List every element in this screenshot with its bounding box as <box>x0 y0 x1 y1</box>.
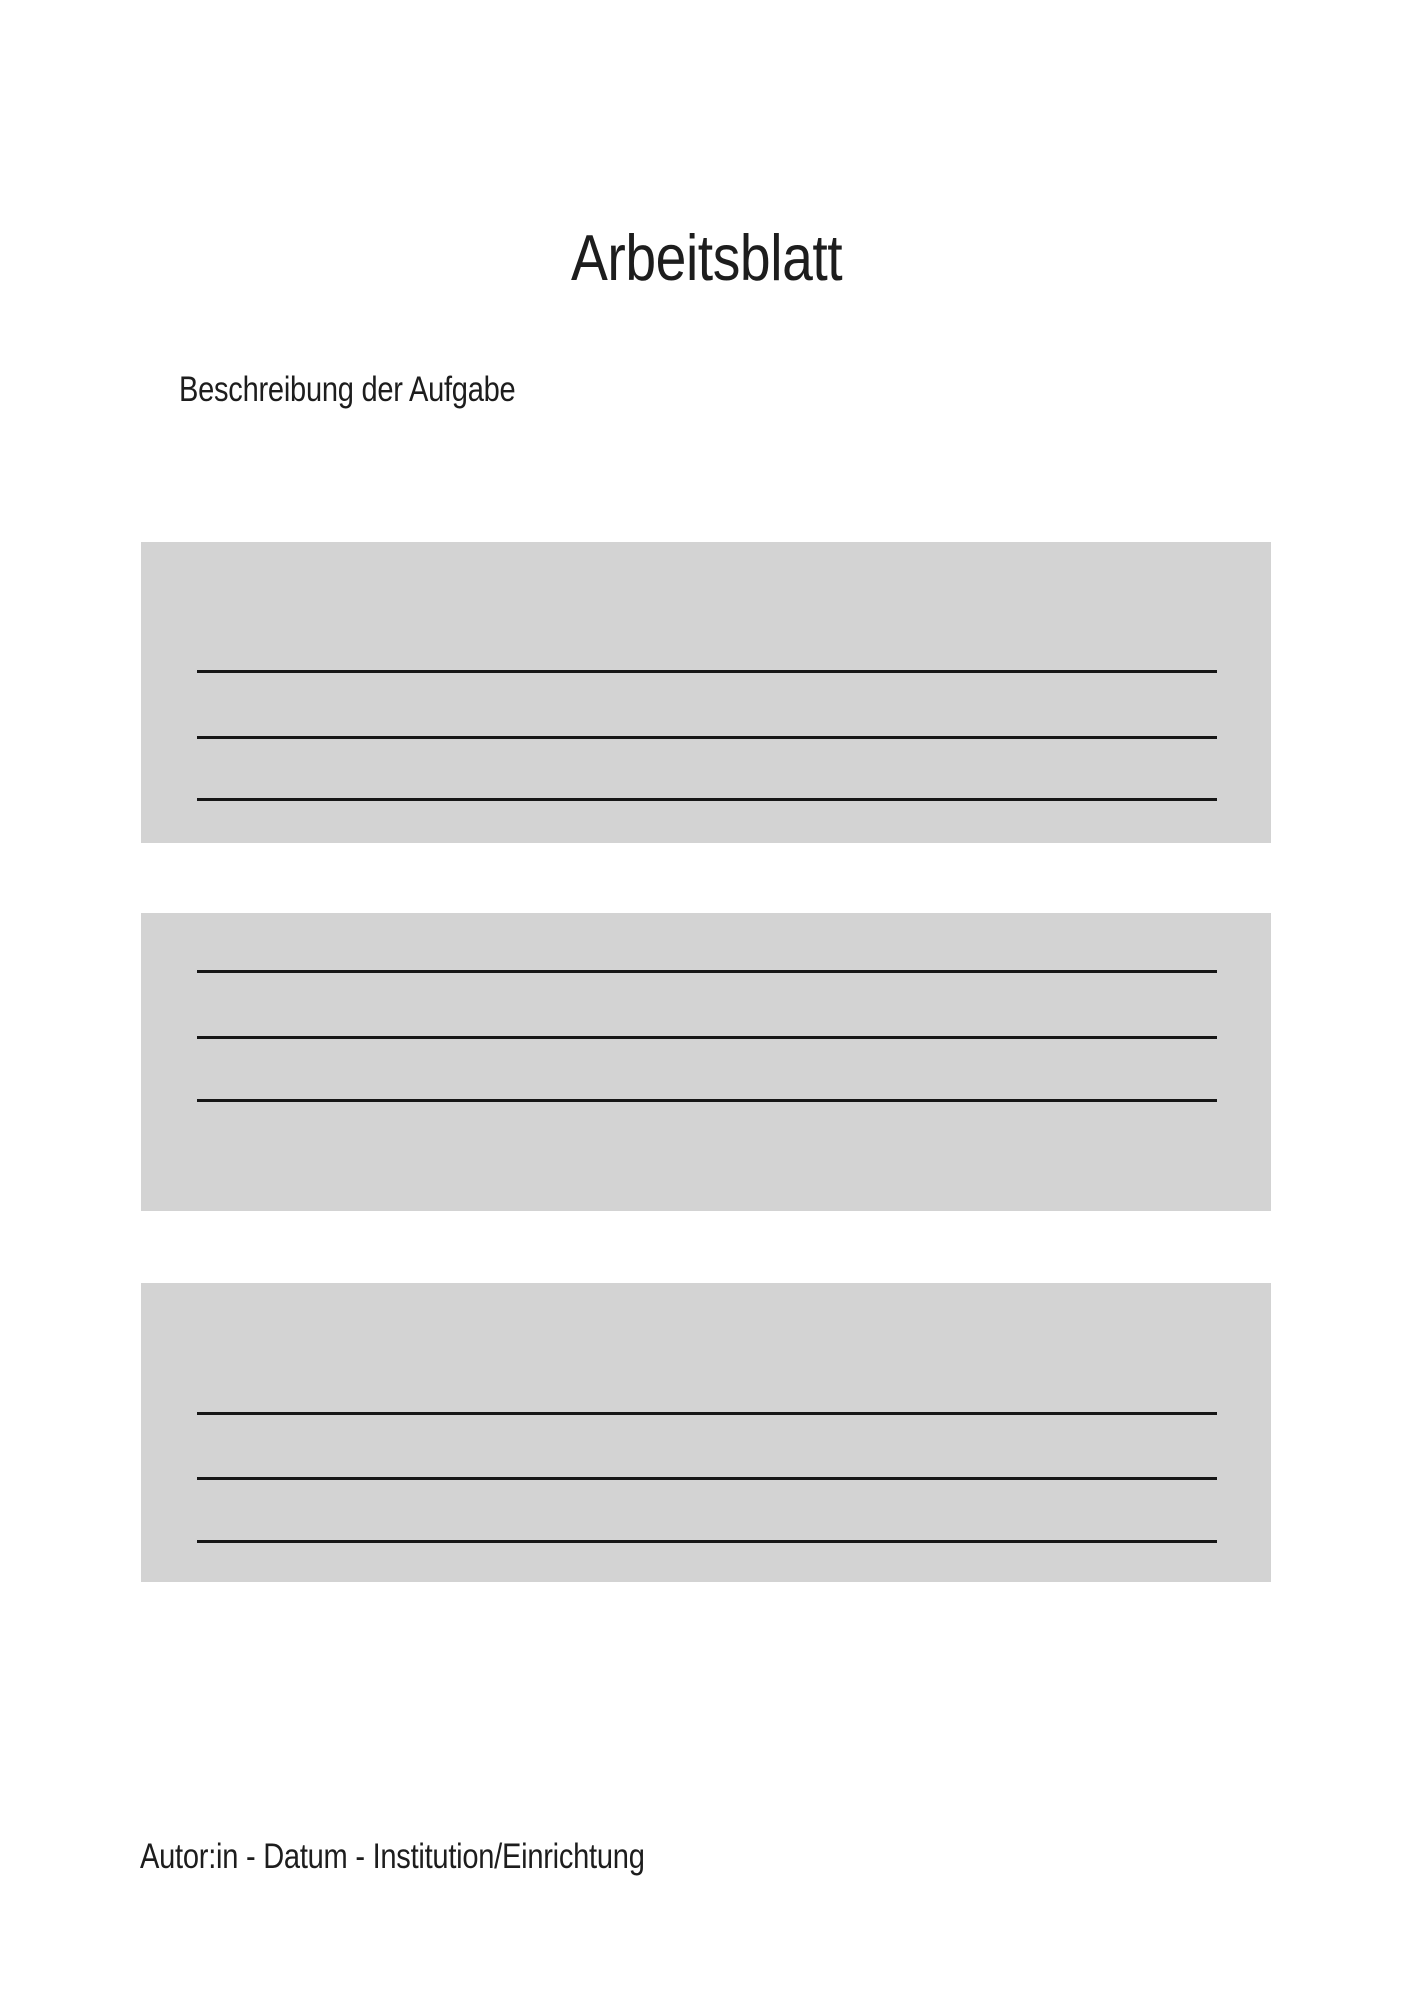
writing-line <box>197 798 1217 801</box>
answer-box-1 <box>141 542 1271 843</box>
footer-credits-text: Autor:in - Datum - Institution/Einrichtung <box>140 1837 645 1876</box>
writing-line <box>197 970 1217 973</box>
answer-box-2 <box>141 913 1271 1211</box>
writing-line <box>197 670 1217 673</box>
task-description-text: Beschreibung der Aufgabe <box>179 370 516 409</box>
task-description <box>179 372 584 407</box>
page-title-text: Arbeitsblatt <box>571 221 843 294</box>
answer-box-3 <box>141 1283 1271 1582</box>
writing-line <box>197 1477 1217 1480</box>
writing-line <box>197 736 1217 739</box>
page-title <box>142 221 1272 294</box>
writing-line <box>197 1412 1217 1415</box>
writing-line <box>197 1036 1217 1039</box>
footer-credits <box>140 1839 748 1874</box>
writing-line <box>197 1099 1217 1102</box>
writing-line <box>197 1540 1217 1543</box>
